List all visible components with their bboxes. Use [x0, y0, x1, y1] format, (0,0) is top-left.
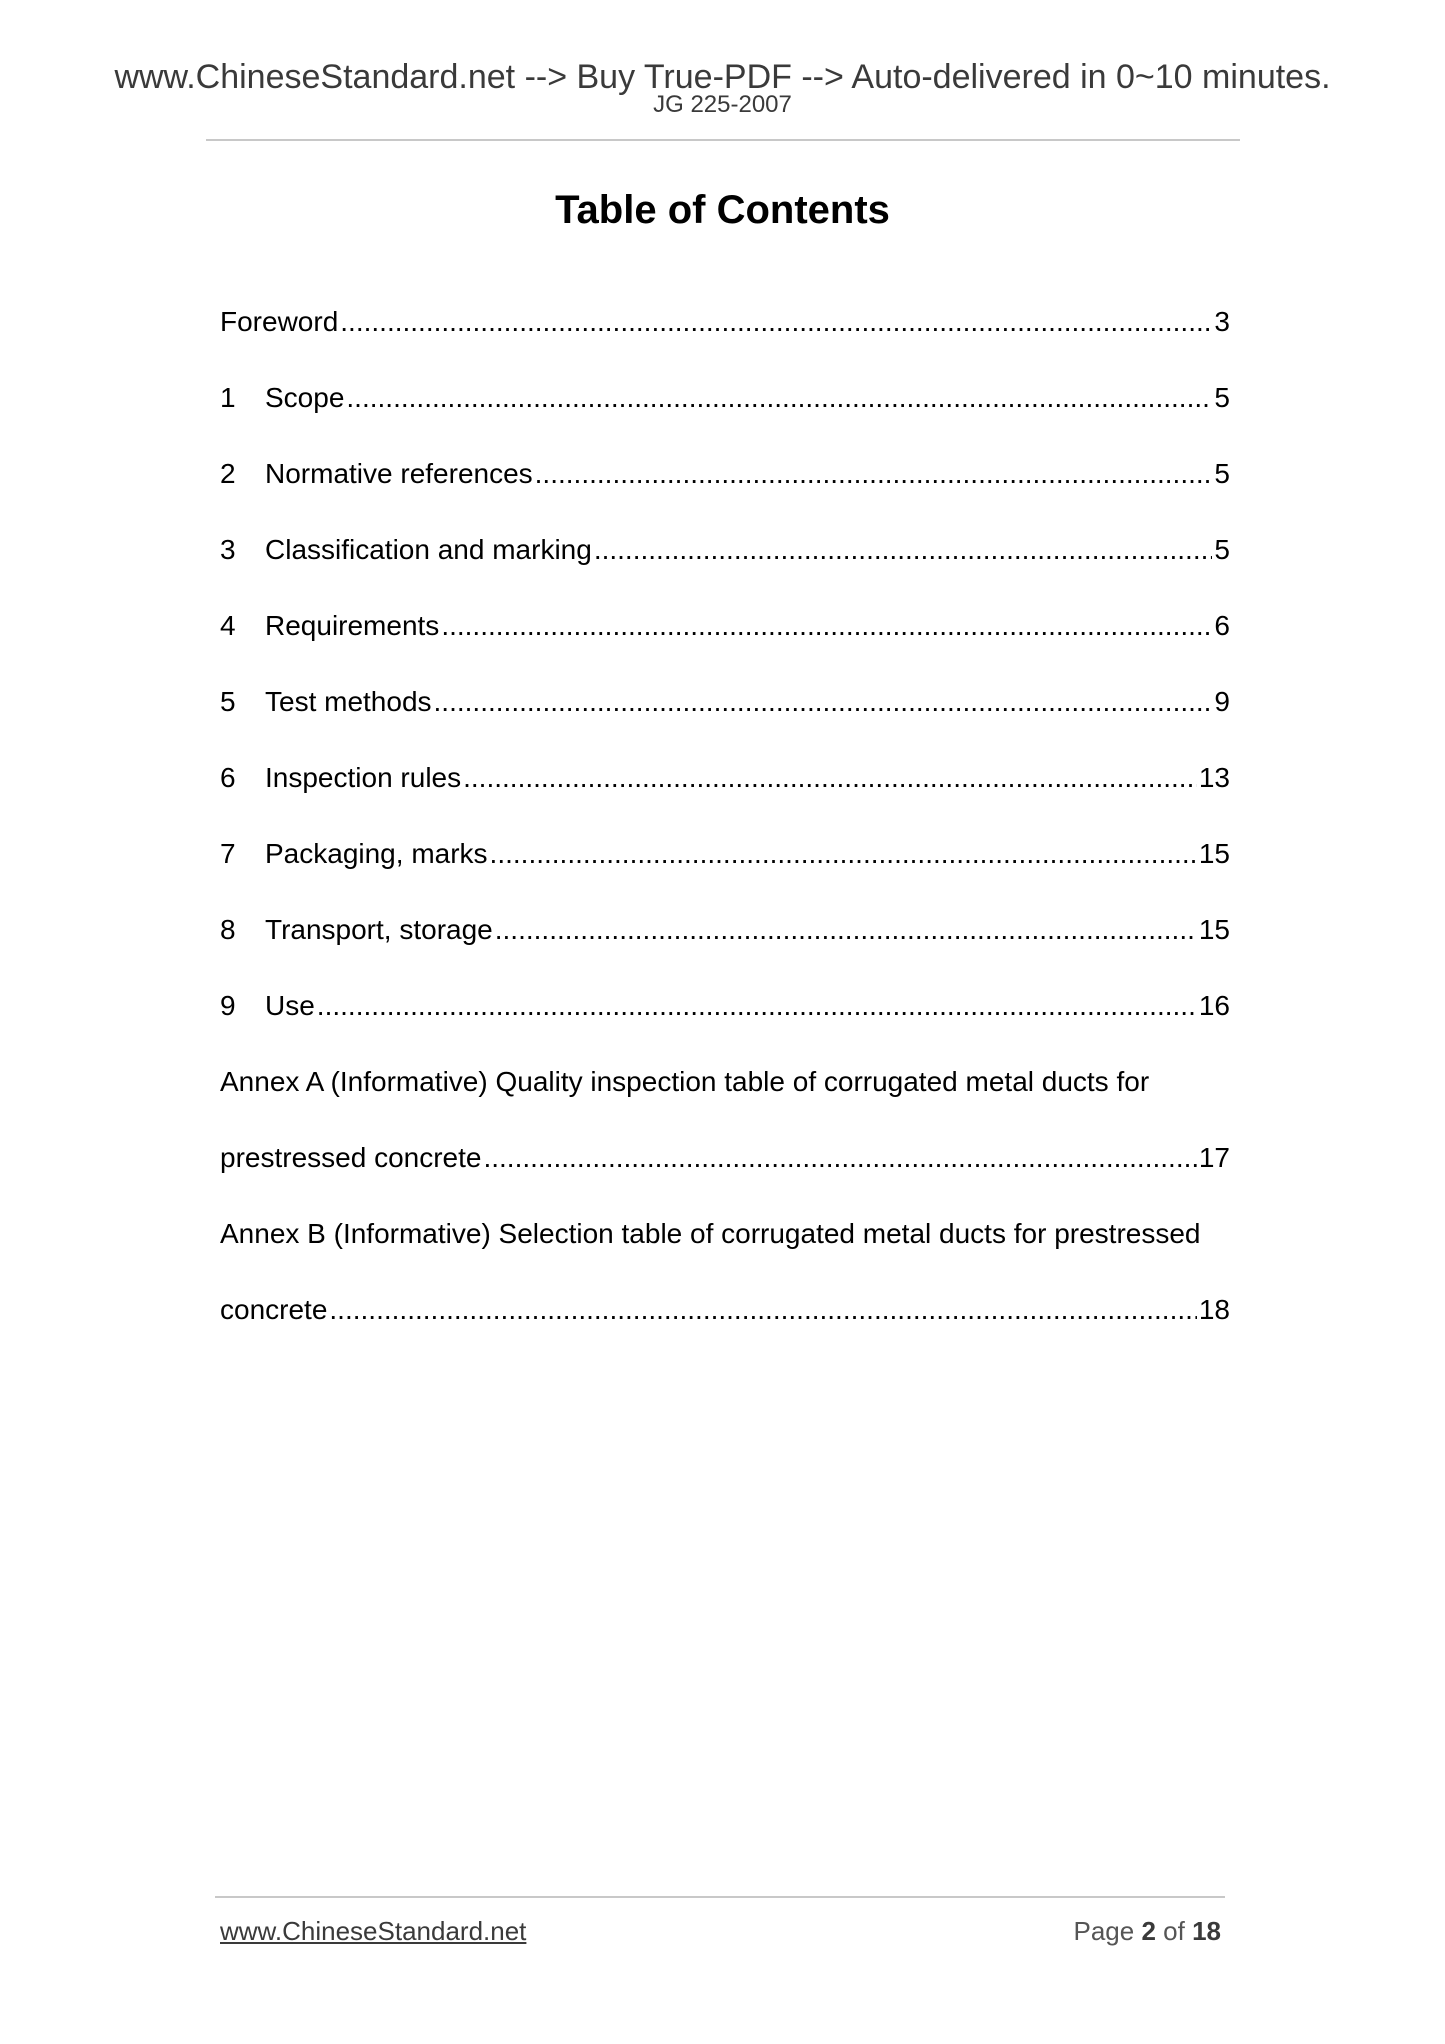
toc-entry-number: 9	[220, 990, 236, 1021]
toc-entry-page: 9	[1214, 686, 1230, 717]
toc-entry-title: Classification and marking	[265, 534, 592, 565]
toc-entry-page: 18	[1198, 1294, 1230, 1325]
dot-leader	[434, 680, 1213, 724]
toc-entry-number: 4	[220, 610, 236, 641]
toc-entry-title: Transport, storage	[265, 914, 493, 945]
toc-entry-title: Normative references	[265, 458, 533, 489]
toc-entry-page: 15	[1198, 914, 1230, 945]
page-number	[1073, 1916, 1221, 1946]
toc-entry-page: 15	[1198, 838, 1230, 869]
header-divider	[206, 139, 1240, 141]
total-pages: 18	[1192, 1916, 1221, 1946]
dot-leader	[340, 300, 1212, 344]
toc-entry-annex-a[interactable]	[220, 1060, 1230, 1212]
toc-entry-title: Packaging, marks	[265, 838, 488, 869]
toc-entry-number: 3	[220, 534, 236, 565]
current-page: 2	[1141, 1916, 1156, 1946]
toc-entry-inspection-rules[interactable]	[220, 756, 1230, 832]
dot-leader	[441, 604, 1212, 648]
toc-entry-number: 5	[220, 686, 236, 717]
dot-leader	[463, 756, 1197, 800]
dot-leader	[329, 1288, 1196, 1332]
page-title: Table of Contents	[555, 188, 890, 232]
toc-entry-title: Test methods	[265, 686, 432, 717]
toc-entry-page: 17	[1198, 1142, 1230, 1173]
toc-entry-number: 2	[220, 458, 236, 489]
header-banner: www.ChineseStandard.net --> Buy True-PDF --> Auto-delivered in 0~10 minutes.	[114, 58, 1331, 96]
toc-entry-page: 5	[1214, 382, 1230, 413]
page-of-label: of	[1163, 1916, 1185, 1946]
toc-entry-foreword[interactable]	[220, 300, 1230, 376]
toc-entry-title: Use	[265, 990, 315, 1021]
toc-entry-title: Foreword	[220, 306, 339, 337]
toc-entry-continuation	[220, 1136, 1230, 1212]
dot-leader	[490, 832, 1197, 876]
toc-entry-title-line: Annex B (Informative) Selection table of corrugated metal ducts for prestressed	[220, 1218, 1201, 1249]
toc-entry-number: 7	[220, 838, 236, 869]
toc-entry-title: prestressed concrete	[220, 1142, 482, 1173]
toc-entry-title: Inspection rules	[265, 762, 462, 793]
toc-entry-packaging[interactable]	[220, 832, 1230, 908]
toc-entry-page: 16	[1198, 990, 1230, 1021]
toc-entry-requirements[interactable]	[220, 604, 1230, 680]
footer-website-link[interactable]: www.ChineseStandard.net	[220, 1916, 527, 1946]
dot-leader	[483, 1136, 1196, 1180]
toc-entry-title: Requirements	[265, 610, 440, 641]
toc-entry-use[interactable]	[220, 984, 1230, 1060]
toc-entry-continuation	[220, 1288, 1230, 1364]
dot-leader	[594, 528, 1213, 572]
dot-leader	[317, 984, 1197, 1028]
toc-entry-page: 13	[1198, 762, 1230, 793]
toc-entry-title-line: Annex A (Informative) Quality inspection table of corrugated metal ducts for	[220, 1066, 1150, 1097]
document-code: JG 225-2007	[653, 91, 792, 118]
toc-entry-page: 5	[1214, 458, 1230, 489]
toc-entry-scope[interactable]	[220, 376, 1230, 452]
footer-divider	[215, 1896, 1225, 1898]
toc-entry-number: 8	[220, 914, 236, 945]
toc-entry-page: 3	[1214, 306, 1230, 337]
page-label: Page	[1073, 1916, 1135, 1946]
toc-entry-title: Scope	[265, 382, 345, 413]
dot-leader	[535, 452, 1213, 496]
toc-entry-number: 1	[220, 382, 236, 413]
toc-entry-normative-references[interactable]	[220, 452, 1230, 528]
dot-leader	[346, 376, 1212, 420]
table-of-contents	[220, 300, 1230, 1364]
toc-entry-transport[interactable]	[220, 908, 1230, 984]
toc-entry-classification[interactable]	[220, 528, 1230, 604]
toc-entry-annex-b[interactable]	[220, 1212, 1230, 1364]
toc-entry-title: concrete	[220, 1294, 328, 1325]
toc-entry-number: 6	[220, 762, 236, 793]
toc-entry-test-methods[interactable]	[220, 680, 1230, 756]
toc-entry-page: 6	[1214, 610, 1230, 641]
dot-leader	[495, 908, 1197, 952]
toc-entry-page: 5	[1214, 534, 1230, 565]
